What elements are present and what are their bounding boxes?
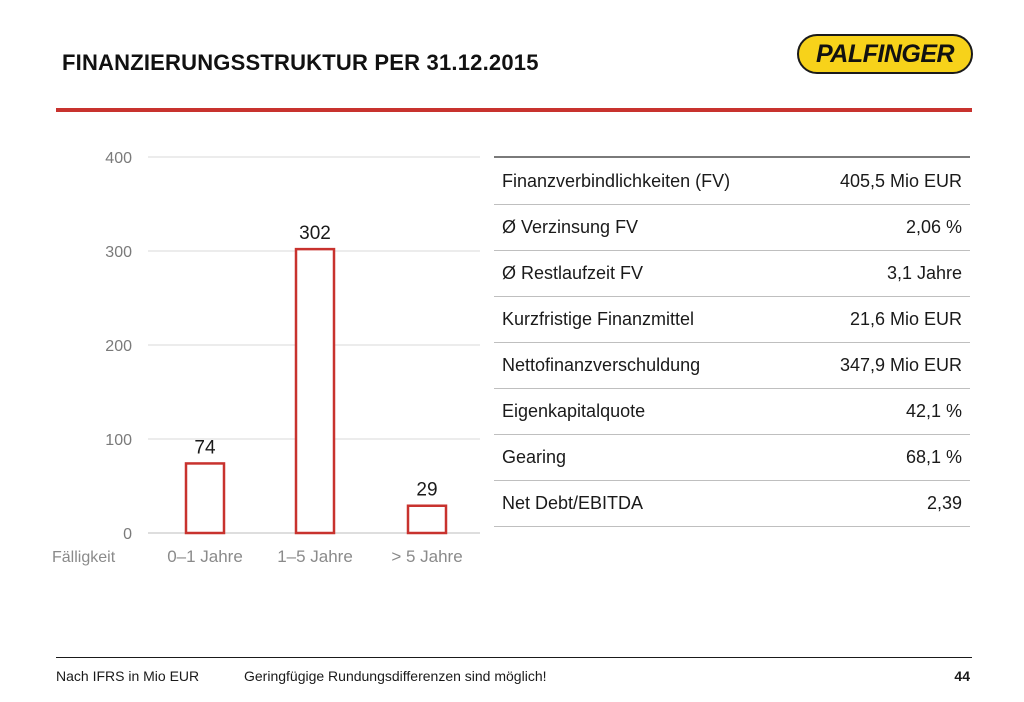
row-value: 2,06 %: [905, 217, 962, 237]
bar: [296, 249, 334, 533]
row-value: 68,1 %: [905, 447, 962, 467]
table-row: [494, 205, 970, 251]
x-tick-label: 1–5 Jahre: [277, 547, 353, 566]
page-number: 44: [954, 668, 970, 684]
table-row: [494, 297, 970, 343]
table-row: [494, 435, 970, 481]
row-label: Kurzfristige Finanzmittel: [502, 309, 695, 329]
x-axis-label: Fälligkeit: [52, 549, 116, 566]
x-tick-label: > 5 Jahre: [391, 547, 463, 566]
maturity-bar-chart: [0, 0, 480, 600]
y-tick-label: 300: [105, 244, 132, 261]
row-value: 42,1 %: [905, 401, 962, 421]
row-value: 21,6 Mio EUR: [849, 309, 962, 329]
row-value: 405,5 Mio EUR: [839, 170, 962, 191]
row-label: Gearing: [502, 447, 567, 467]
footer-divider: [56, 657, 972, 658]
logo-text: PALFINGER: [815, 39, 955, 68]
y-tick-label: 400: [105, 150, 132, 167]
row-value: 3,1 Jahre: [886, 263, 962, 283]
footer-note: Geringfügige Rundungsdifferenzen sind möglich!: [244, 668, 547, 684]
row-label: Nettofinanzverschuldung: [502, 355, 701, 375]
financial-kpi-table: [494, 156, 970, 527]
data-label: 29: [416, 479, 438, 501]
row-label: Finanzverbindlichkeiten (FV): [502, 170, 731, 191]
row-label: Ø Restlaufzeit FV: [502, 263, 644, 283]
page-title: FINANZIERUNGSSTRUKTUR PER 31.12.2015: [62, 50, 539, 75]
data-label: 74: [194, 437, 216, 459]
bar: [186, 463, 224, 533]
y-tick-label: 100: [105, 432, 132, 449]
bar: [408, 506, 446, 533]
row-label: Net Debt/EBITDA: [502, 493, 644, 513]
y-tick-label: 0: [123, 526, 132, 543]
row-value: 347,9 Mio EUR: [839, 355, 962, 375]
x-tick-label: 0–1 Jahre: [167, 547, 243, 566]
row-label: Eigenkapitalquote: [502, 401, 646, 421]
table-row: [494, 343, 970, 389]
palfinger-logo: [797, 34, 973, 74]
table-row: [494, 481, 970, 527]
footer-basis: Nach IFRS in Mio EUR: [56, 668, 200, 684]
table-row: [494, 158, 970, 205]
y-tick-label: 200: [105, 338, 132, 355]
table-row: [494, 389, 970, 435]
row-value: 2,39: [926, 493, 962, 513]
table-row: [494, 251, 970, 297]
data-label: 302: [299, 223, 331, 245]
row-label: Ø Verzinsung FV: [502, 217, 639, 237]
